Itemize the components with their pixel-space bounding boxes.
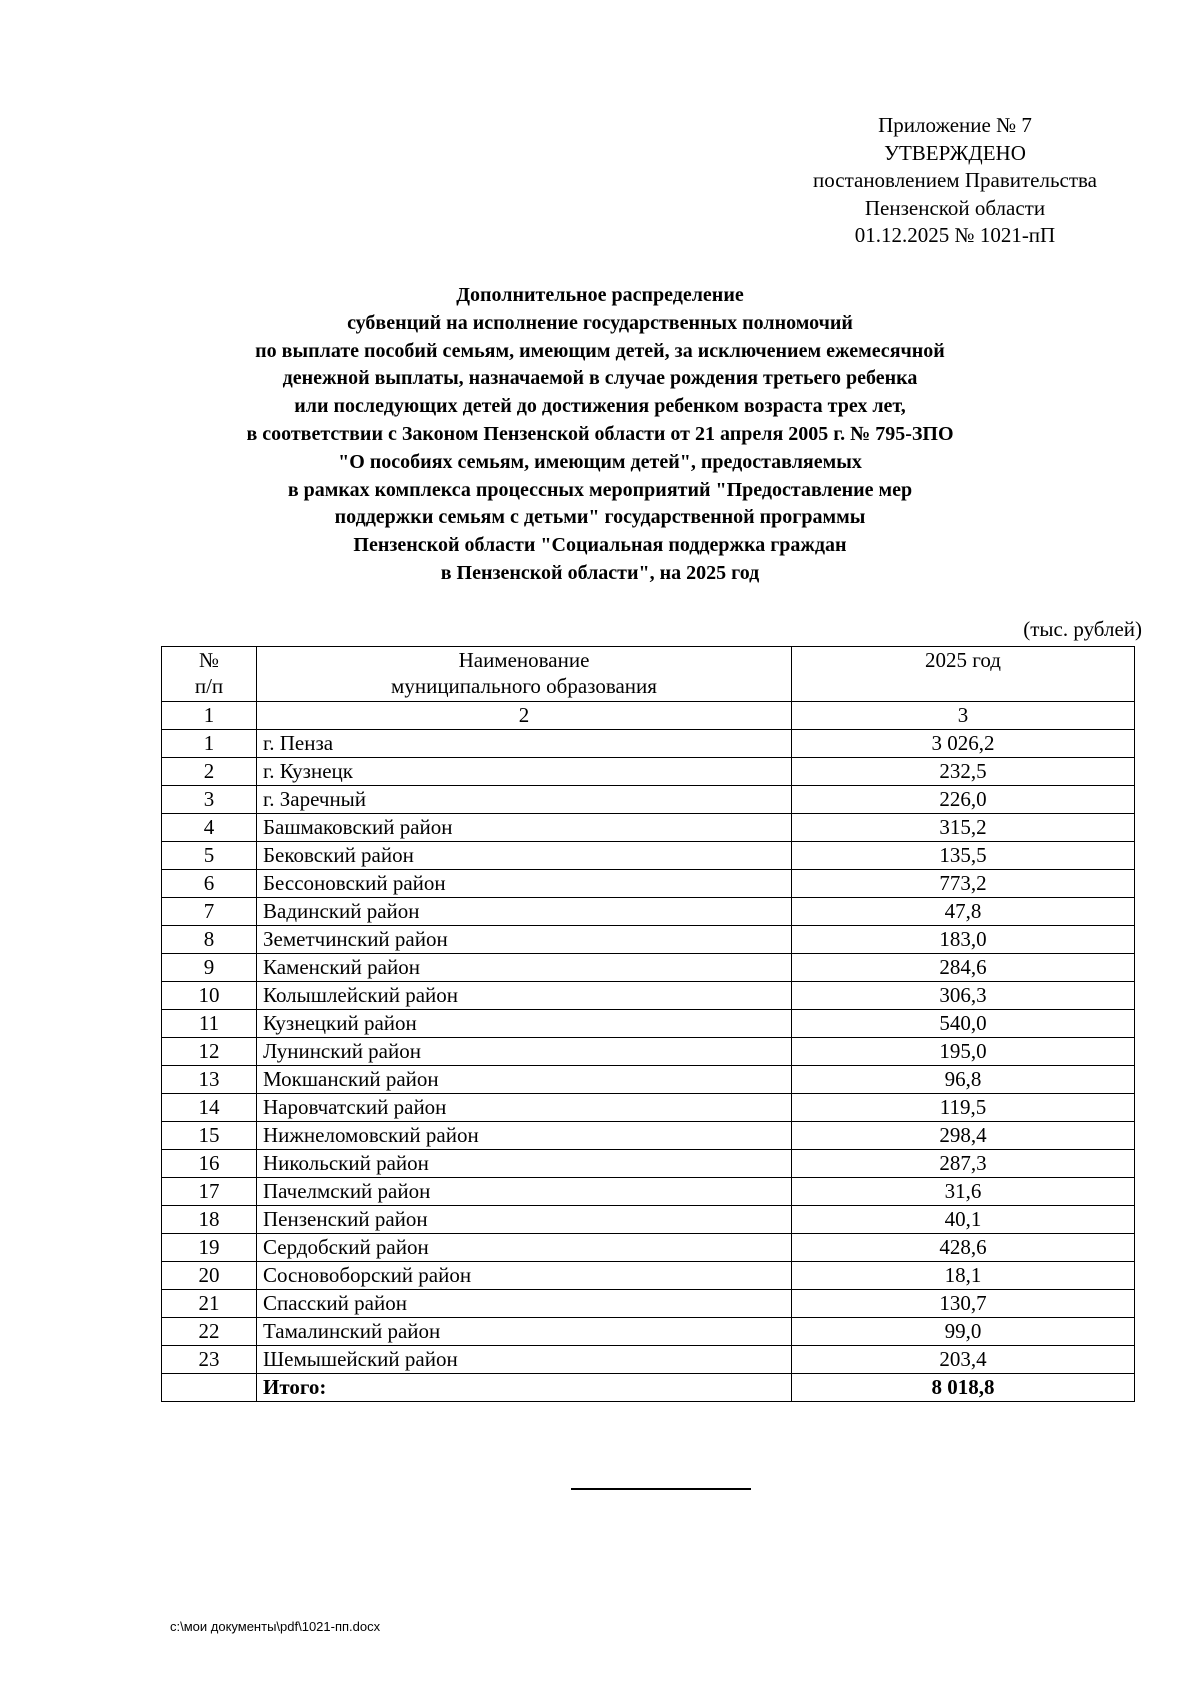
row-number-cell: 11 [162,1010,257,1038]
table-row [162,1262,1135,1290]
title-line: денежной выплаты, назначаемой в случае рождения третьего ребенка [282,367,918,390]
amount-cell: 287,3 [792,1150,1135,1178]
amount-cell: 47,8 [792,898,1135,926]
title-line: в соответствии с Законом Пензенской области от 21 апреля 2005 г. № 795-ЗПО [246,422,954,445]
row-number-cell: 13 [162,1066,257,1094]
amount-cell: 284,6 [792,954,1135,982]
amount-cell: 540,0 [792,1010,1135,1038]
approval-block [760,112,1150,250]
row-number-cell: 4 [162,814,257,842]
file-path-footer: c:\мои документы\pdf\1021-пп.docx [170,1619,381,1634]
municipality-name-cell: г. Заречный [257,786,792,814]
municipality-name-cell: Нижнеломовский район [257,1122,792,1150]
total-value-cell: 8 018,8 [792,1374,1135,1402]
amount-cell: 306,3 [792,982,1135,1010]
amount-cell: 232,5 [792,758,1135,786]
column-number-cell: 1 [162,702,257,730]
municipality-name-cell: г. Кузнецк [257,758,792,786]
municipality-name-cell: Сосновоборский район [257,1262,792,1290]
table-row [162,870,1135,898]
approval-line: Приложение № 7 [878,113,1032,137]
row-number-cell: 12 [162,1038,257,1066]
table-row [162,786,1135,814]
municipality-name-cell: Бессоновский район [257,870,792,898]
municipality-name-cell: Спасский район [257,1290,792,1318]
municipality-name-cell: Сердобский район [257,1234,792,1262]
title-line: Дополнительное распределение [456,284,744,306]
municipality-name-cell: Бековский район [257,842,792,870]
row-number-cell: 10 [162,982,257,1010]
title-line: поддержки семьям с детьми" государственной программы [334,506,866,529]
row-number-cell: 19 [162,1234,257,1262]
amount-cell: 773,2 [792,870,1135,898]
distribution-table [161,646,1135,1402]
amount-cell: 130,7 [792,1290,1135,1318]
table-row [162,926,1135,954]
table-row [162,842,1135,870]
amount-cell: 40,1 [792,1206,1135,1234]
table-row [162,1234,1135,1262]
table-row [162,1318,1135,1346]
table-row [162,954,1135,982]
title-line: субвенций на исполнение государственных полномочий [347,311,853,334]
header-name-line2: муниципального образования [391,674,657,698]
table-row [162,1122,1135,1150]
row-number-cell: 2 [162,758,257,786]
row-number-cell: 15 [162,1122,257,1150]
table-row [162,1038,1135,1066]
municipality-name-cell: Наровчатский район [257,1094,792,1122]
row-number-cell: 17 [162,1178,257,1206]
title-line: по выплате пособий семьям, имеющим детей, за исключением ежемесячной [255,339,945,362]
units-label: (тыс. рублей) [1023,617,1142,641]
row-number-cell: 3 [162,786,257,814]
title-line: или последующих детей до достижения ребенком возраста трех лет, [294,395,906,418]
row-number-cell: 23 [162,1346,257,1374]
amount-cell: 31,6 [792,1178,1135,1206]
municipality-name-cell: Кузнецкий район [257,1010,792,1038]
column-number-cell: 3 [792,702,1135,730]
row-number-cell: 6 [162,870,257,898]
municipality-name-cell: Башмаковский район [257,814,792,842]
row-number-cell: 9 [162,954,257,982]
table-row [162,982,1135,1010]
row-number-cell: 18 [162,1206,257,1234]
table-row [162,1178,1135,1206]
amount-cell: 298,4 [792,1122,1135,1150]
header-number-line2: п/п [194,674,224,698]
amount-cell: 428,6 [792,1234,1135,1262]
total-label-cell: Итого: [257,1374,792,1402]
amount-cell: 203,4 [792,1346,1135,1374]
table-row [162,1346,1135,1374]
row-number-cell: 7 [162,898,257,926]
approval-line: УТВЕРЖДЕНО [884,140,1026,165]
row-number-cell: 16 [162,1150,257,1178]
approval-line: постановлением Правительства [812,168,1097,192]
table-row [162,1206,1135,1234]
amount-cell: 183,0 [792,926,1135,954]
row-number-cell: 1 [162,730,257,758]
municipality-name-cell: Пензенский район [257,1206,792,1234]
table-row [162,1150,1135,1178]
separator-line [571,1488,751,1490]
total-empty-cell [162,1374,257,1402]
amount-cell: 96,8 [792,1066,1135,1094]
header-year-cell: 2025 год [792,647,1135,702]
table-row [162,898,1135,926]
table-row [162,1010,1135,1038]
municipality-name-cell: Мокшанский район [257,1066,792,1094]
municipality-name-cell: Шемышейский район [257,1346,792,1374]
table-row [162,730,1135,758]
row-number-cell: 8 [162,926,257,954]
header-name-line1: Наименование [458,648,590,672]
header-name-cell [257,647,792,702]
municipality-name-cell: Вадинский район [257,898,792,926]
municipality-name-cell: Каменский район [257,954,792,982]
table-header-row [162,647,1135,702]
amount-cell: 18,1 [792,1262,1135,1290]
row-number-cell: 14 [162,1094,257,1122]
municipality-name-cell: Колышлейский район [257,982,792,1010]
amount-cell: 315,2 [792,814,1135,842]
municipality-name-cell: г. Пенза [257,730,792,758]
table-row [162,1290,1135,1318]
header-number-cell [162,647,257,702]
title-line: в рамках комплекса процессных мероприятий "Предоставление мер [287,478,913,501]
row-number-cell: 22 [162,1318,257,1346]
amount-cell: 226,0 [792,786,1135,814]
amount-cell: 3 026,2 [792,730,1135,758]
row-number-cell: 21 [162,1290,257,1318]
amount-cell: 195,0 [792,1038,1135,1066]
column-number-row [162,702,1135,730]
table-row [162,1094,1135,1122]
table-row [162,758,1135,786]
column-number-cell: 2 [257,702,792,730]
table-row [162,1066,1135,1094]
header-number-line1: № [198,648,220,672]
municipality-name-cell: Земетчинский район [257,926,792,954]
title-line: "О пособиях семьям, имеющим детей", предоставляемых [338,450,862,473]
row-number-cell: 20 [162,1262,257,1290]
total-row [162,1374,1135,1402]
municipality-name-cell: Лунинский район [257,1038,792,1066]
table-row [162,814,1135,842]
document-title [140,282,1060,588]
municipality-name-cell: Пачелмский район [257,1178,792,1206]
title-line: Пензенской области "Социальная поддержка граждан [353,534,847,557]
title-line: в Пензенской области", на 2025 год [440,561,760,584]
amount-cell: 99,0 [792,1318,1135,1346]
amount-cell: 135,5 [792,842,1135,870]
amount-cell: 119,5 [792,1094,1135,1122]
municipality-name-cell: Никольский район [257,1150,792,1178]
approval-line: 01.12.2025 № 1021-пП [854,223,1056,247]
approval-line: Пензенской области [864,195,1046,220]
row-number-cell: 5 [162,842,257,870]
municipality-name-cell: Тамалинский район [257,1318,792,1346]
